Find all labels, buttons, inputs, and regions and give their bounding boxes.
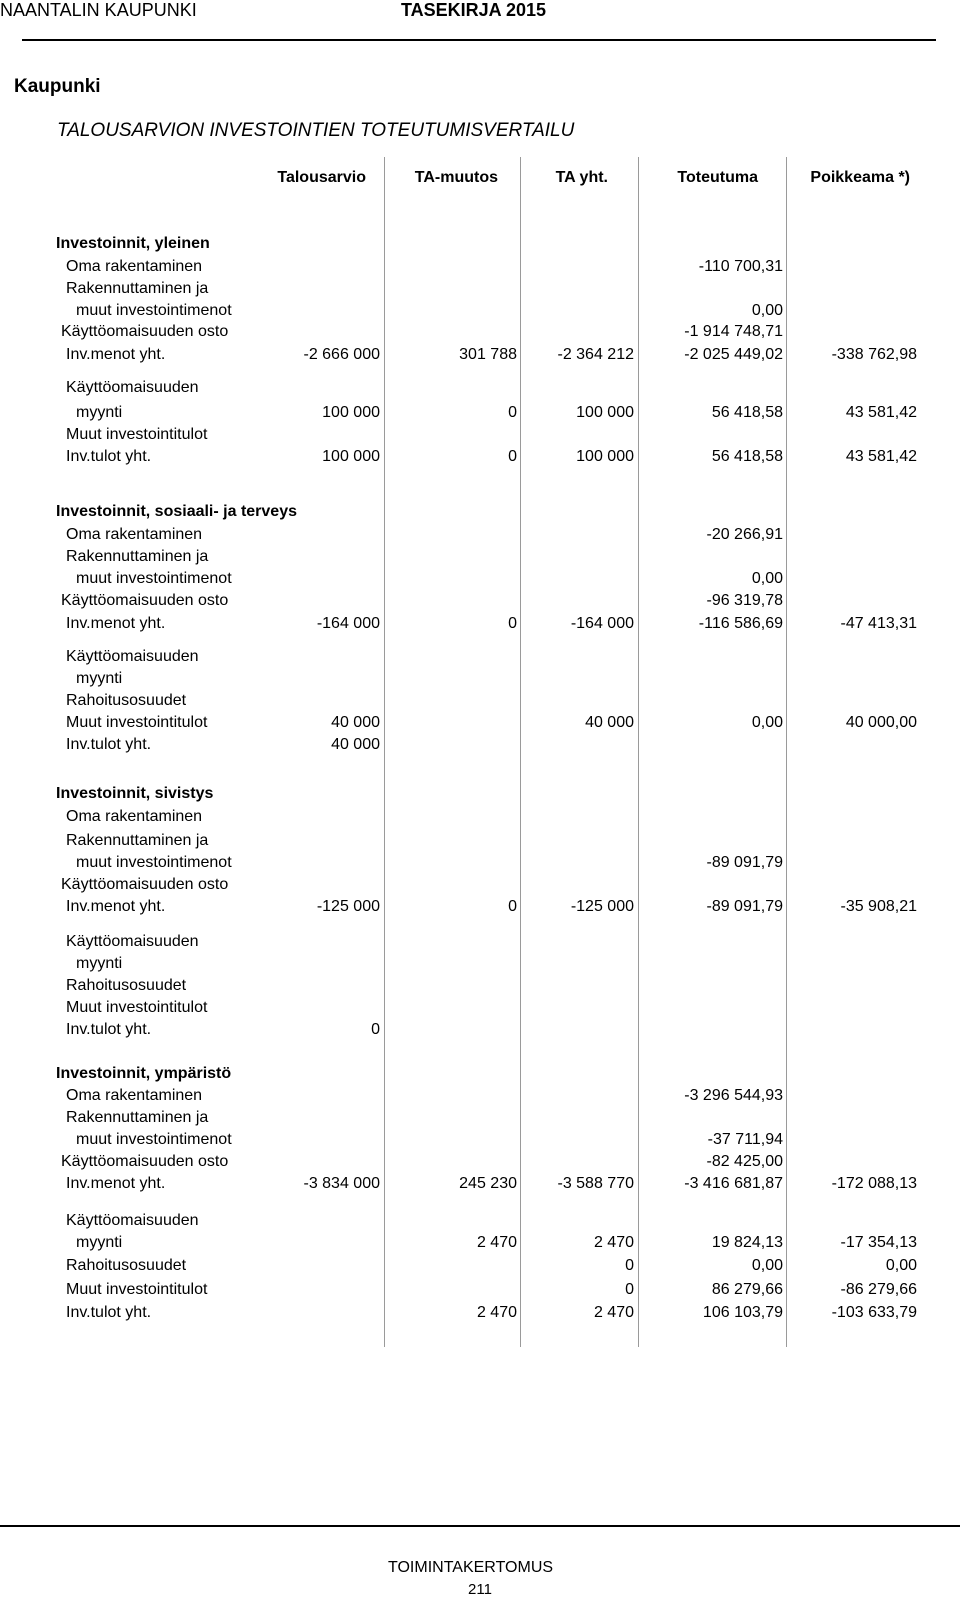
poikkeama-cell: -86 279,66 <box>840 1281 917 1298</box>
toteutuma-cell: -3 416 681,87 <box>684 1175 783 1192</box>
row-label: Käyttöomaisuuden <box>66 648 199 665</box>
table-row <box>0 852 960 874</box>
toteutuma-cell: -1 914 748,71 <box>684 323 783 340</box>
column-header-poikkeama: Poikkeama *) <box>810 169 910 186</box>
row-label: Inv.tulot yht. <box>66 1304 152 1321</box>
row-label: Oma rakentaminen <box>66 526 203 543</box>
row-label: Rakennuttaminen ja <box>66 1109 209 1126</box>
toteutuma-cell: -2 025 449,02 <box>684 346 783 363</box>
table-row <box>0 1085 960 1107</box>
table-row <box>0 668 960 690</box>
table-row <box>0 931 960 953</box>
table-row <box>0 1129 960 1151</box>
table-row <box>0 300 960 322</box>
toteutuma-cell: -110 700,31 <box>698 258 783 275</box>
table-row <box>0 613 960 635</box>
ta-yht-cell: 0 <box>625 1281 634 1298</box>
toteutuma-cell: 56 418,58 <box>711 448 783 465</box>
table-row <box>0 690 960 712</box>
table-row <box>0 568 960 590</box>
table-row <box>0 1210 960 1232</box>
talousarvio-cell: 0 <box>371 1021 380 1038</box>
footer-section: TOIMINTAKERTOMUS <box>388 1559 554 1576</box>
row-label: Inv.menot yht. <box>66 1175 166 1192</box>
row-label: Muut investointitulot <box>66 426 208 443</box>
row-label: Käyttöomaisuuden <box>66 933 199 950</box>
table-row <box>0 1019 960 1041</box>
ta-yht-cell: 0 <box>625 1257 634 1274</box>
table-row <box>0 712 960 734</box>
column-header-ta-yht: TA yht. <box>555 169 608 186</box>
toteutuma-cell: 19 824,13 <box>711 1234 783 1251</box>
table-row <box>0 1151 960 1173</box>
ta-muutos-cell: 0 <box>508 448 517 465</box>
row-label: Käyttöomaisuuden osto <box>61 876 229 893</box>
row-label: Oma rakentaminen <box>66 1087 203 1104</box>
poikkeama-cell: -17 354,13 <box>840 1234 917 1251</box>
poikkeama-cell: 40 000,00 <box>845 714 917 731</box>
ta-muutos-cell: 2 470 <box>476 1304 517 1321</box>
ta-yht-cell: -2 364 212 <box>557 346 634 363</box>
ta-yht-cell: -125 000 <box>570 898 634 915</box>
row-label: Rakennuttaminen ja <box>66 548 209 565</box>
toteutuma-cell: -116 586,69 <box>698 615 783 632</box>
row-label: Inv.menot yht. <box>66 346 166 363</box>
row-label: muut investointimenot <box>76 1131 232 1148</box>
table-row <box>0 1173 960 1195</box>
ta-muutos-cell: 0 <box>508 615 517 632</box>
poikkeama-cell: -35 908,21 <box>840 898 917 915</box>
ta-muutos-cell: 0 <box>508 404 517 421</box>
header-rule <box>22 39 936 41</box>
row-label: Inv.tulot yht. <box>66 736 152 753</box>
table-row <box>0 1107 960 1129</box>
ta-yht-cell: 100 000 <box>576 404 634 421</box>
table-row <box>0 646 960 668</box>
table-row <box>0 1255 960 1277</box>
row-label: Muut investointitulot <box>66 714 208 731</box>
ta-yht-cell: 40 000 <box>585 714 634 731</box>
header-organization: NAANTALIN KAUPUNKI <box>0 0 197 20</box>
talousarvio-cell: -2 666 000 <box>303 346 380 363</box>
poikkeama-cell: 43 581,42 <box>845 404 917 421</box>
table-row <box>0 590 960 612</box>
table-row <box>0 1279 960 1301</box>
ta-yht-cell: -164 000 <box>570 615 634 632</box>
table-row <box>0 806 960 828</box>
row-label: Rakennuttaminen ja <box>66 832 209 849</box>
row-label: Muut investointitulot <box>66 1281 208 1298</box>
ta-yht-cell: 2 470 <box>593 1234 634 1251</box>
row-label: Rahoitusosuudet <box>66 977 187 994</box>
talousarvio-cell: 100 000 <box>322 404 380 421</box>
header-document-title: TASEKIRJA 2015 <box>401 0 547 20</box>
row-label: Inv.menot yht. <box>66 898 166 915</box>
toteutuma-cell: -3 296 544,93 <box>684 1087 783 1104</box>
toteutuma-cell: 0,00 <box>751 1257 783 1274</box>
table-row <box>0 377 960 399</box>
ta-yht-cell: 2 470 <box>593 1304 634 1321</box>
ta-muutos-cell: 301 788 <box>459 346 517 363</box>
page-heading: Kaupunki <box>14 76 101 97</box>
table-row <box>0 321 960 343</box>
table-row <box>0 997 960 1019</box>
row-label: myynti <box>76 955 123 972</box>
ta-yht-cell: -3 588 770 <box>557 1175 634 1192</box>
toteutuma-cell: 56 418,58 <box>711 404 783 421</box>
row-label: Käyttöomaisuuden <box>66 379 199 396</box>
row-label: Oma rakentaminen <box>66 258 203 275</box>
column-header-ta-muutos: TA-muutos <box>414 169 498 186</box>
ta-muutos-cell: 2 470 <box>476 1234 517 1251</box>
toteutuma-cell: -37 711,94 <box>707 1131 783 1148</box>
column-header-talousarvio: Talousarvio <box>277 169 366 186</box>
table-row <box>0 256 960 278</box>
row-label: Rakennuttaminen ja <box>66 280 209 297</box>
row-label: Käyttöomaisuuden osto <box>61 323 229 340</box>
row-label: Rahoitusosuudet <box>66 692 187 709</box>
talousarvio-cell: -164 000 <box>316 615 380 632</box>
toteutuma-cell: 0,00 <box>751 714 783 731</box>
section-heading: Investoinnit, sosiaali- ja terveys <box>56 503 297 520</box>
row-label: Inv.menot yht. <box>66 615 166 632</box>
talousarvio-cell: 40 000 <box>331 714 380 731</box>
section-heading: Investoinnit, ympäristö <box>56 1065 232 1082</box>
talousarvio-cell: -125 000 <box>316 898 380 915</box>
table-row <box>0 233 960 255</box>
row-label: muut investointimenot <box>76 854 232 871</box>
talousarvio-cell: -3 834 000 <box>303 1175 380 1192</box>
poikkeama-cell: -47 413,31 <box>840 615 917 632</box>
page-subtitle: TALOUSARVION INVESTOINTIEN TOTEUTUMISVERTAILU <box>57 120 575 141</box>
row-label: muut investointimenot <box>76 570 232 587</box>
table-row <box>0 874 960 896</box>
table-row <box>0 546 960 568</box>
talousarvio-cell: 40 000 <box>331 736 380 753</box>
row-label: Inv.tulot yht. <box>66 448 152 465</box>
toteutuma-cell: 0,00 <box>751 570 783 587</box>
row-label: muut investointimenot <box>76 302 232 319</box>
toteutuma-cell: -89 091,79 <box>706 854 783 871</box>
section-heading: Investoinnit, sivistys <box>56 785 214 802</box>
toteutuma-cell: 0,00 <box>751 302 783 319</box>
table-row <box>0 830 960 852</box>
table-row <box>0 1063 960 1085</box>
toteutuma-cell: 86 279,66 <box>711 1281 783 1298</box>
ta-muutos-cell: 0 <box>508 898 517 915</box>
table-row <box>0 953 960 975</box>
table-row <box>0 424 960 446</box>
toteutuma-cell: 106 103,79 <box>702 1304 783 1321</box>
row-label: myynti <box>76 670 123 687</box>
table-row <box>0 344 960 366</box>
table-row <box>0 783 960 805</box>
talousarvio-cell: 100 000 <box>322 448 380 465</box>
table-row <box>0 975 960 997</box>
row-label: Inv.tulot yht. <box>66 1021 152 1038</box>
ta-muutos-cell: 245 230 <box>459 1175 517 1192</box>
table-row <box>0 446 960 468</box>
table-row <box>0 278 960 300</box>
row-label: Käyttöomaisuuden osto <box>61 1153 229 1170</box>
poikkeama-cell: -103 633,79 <box>831 1304 917 1321</box>
section-heading: Investoinnit, yleinen <box>56 235 210 252</box>
row-label: Muut investointitulot <box>66 999 208 1016</box>
toteutuma-cell: -89 091,79 <box>706 898 783 915</box>
row-label: Rahoitusosuudet <box>66 1257 187 1274</box>
poikkeama-cell: -338 762,98 <box>831 346 917 363</box>
column-header-toteutuma: Toteutuma <box>677 169 758 186</box>
table-row <box>0 402 960 424</box>
table-row <box>0 1302 960 1324</box>
poikkeama-cell: 43 581,42 <box>845 448 917 465</box>
table-row <box>0 1232 960 1254</box>
row-label: myynti <box>76 1234 123 1251</box>
row-label: Oma rakentaminen <box>66 808 203 825</box>
page-number: 211 <box>468 1581 492 1598</box>
row-label: Käyttöomaisuuden <box>66 1212 199 1229</box>
table-row <box>0 524 960 546</box>
row-label: myynti <box>76 404 123 421</box>
row-label: Käyttöomaisuuden osto <box>61 592 229 609</box>
ta-yht-cell: 100 000 <box>576 448 634 465</box>
table-row <box>0 896 960 918</box>
poikkeama-cell: -172 088,13 <box>831 1175 917 1192</box>
footer-rule <box>0 1525 960 1527</box>
table-row <box>0 501 960 523</box>
toteutuma-cell: -96 319,78 <box>706 592 783 609</box>
toteutuma-cell: -82 425,00 <box>706 1153 783 1170</box>
toteutuma-cell: -20 266,91 <box>706 526 783 543</box>
table-row <box>0 734 960 756</box>
poikkeama-cell: 0,00 <box>885 1257 917 1274</box>
